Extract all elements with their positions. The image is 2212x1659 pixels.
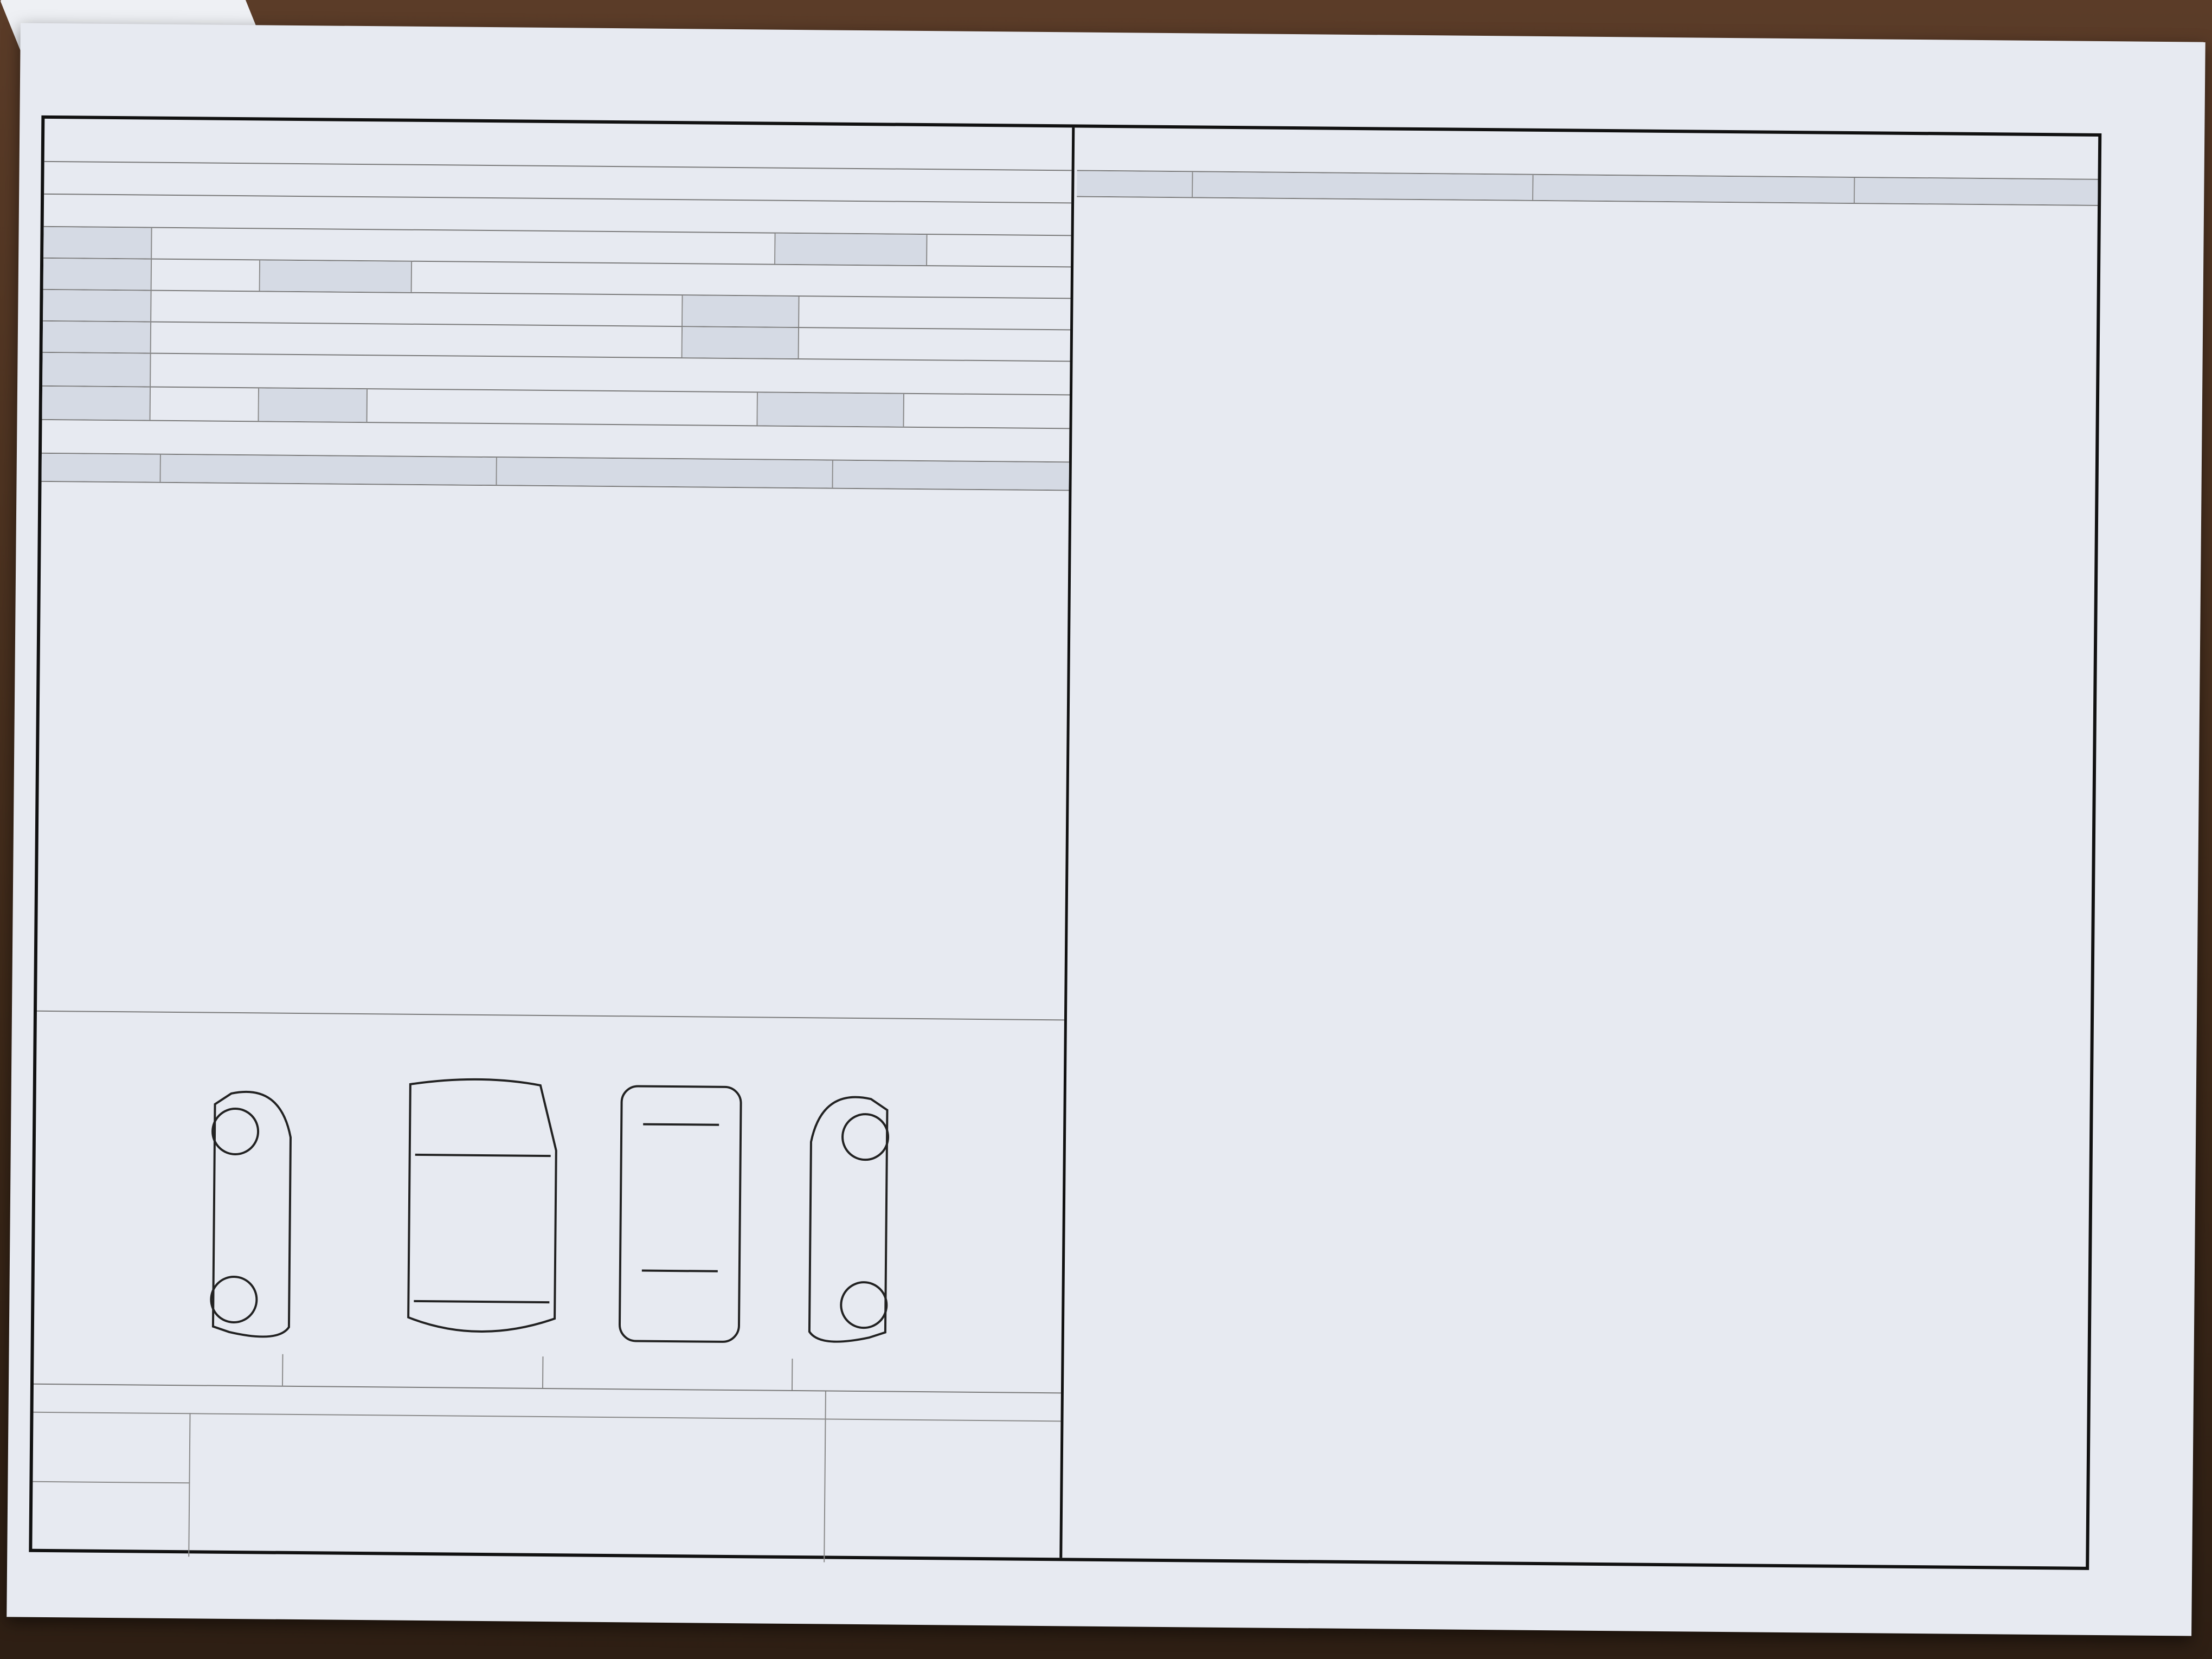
car-name-cell xyxy=(152,228,775,264)
detail-col-price xyxy=(1855,178,2098,205)
inspect-label xyxy=(260,260,412,292)
right-panel xyxy=(1065,127,2098,1566)
simple-repair-opts xyxy=(793,1359,1061,1392)
outer-label xyxy=(33,1412,190,1484)
trans-label xyxy=(683,295,799,327)
warranty-opts xyxy=(368,389,758,425)
inspection-form-paper xyxy=(7,23,2205,1636)
fuel-label xyxy=(42,353,151,387)
left-rear-wheel xyxy=(211,1277,257,1323)
overall-col-state xyxy=(161,455,497,485)
car-frame-lines xyxy=(642,1124,719,1271)
vin-value xyxy=(151,323,683,358)
year-value xyxy=(152,260,260,291)
engine-value xyxy=(151,388,260,421)
inspect-value xyxy=(412,262,1071,298)
right-front-wheel xyxy=(843,1114,889,1160)
exchange-price-label xyxy=(825,1392,1060,1421)
car-diagram xyxy=(34,1070,1064,1361)
warranty-label xyxy=(259,388,368,422)
exchange-price-unit xyxy=(824,1419,1060,1565)
reg-number xyxy=(927,235,1071,266)
accident-header xyxy=(37,978,1064,1021)
car-left-side-outline xyxy=(213,1091,291,1337)
detail-col-items xyxy=(1193,172,1533,200)
overall-col-usage xyxy=(42,454,161,482)
car-top-outline xyxy=(408,1079,557,1332)
car-right-side-outline xyxy=(809,1097,888,1342)
first-reg-value xyxy=(151,291,683,326)
frame-label xyxy=(32,1482,190,1557)
left-front-wheel xyxy=(213,1109,259,1155)
exchange-table xyxy=(32,1412,825,1562)
year-label xyxy=(43,259,152,290)
vin-label xyxy=(43,321,151,353)
trans-opts-1 xyxy=(799,297,1070,329)
trans-opts-2 xyxy=(799,328,1070,361)
price-basis-unit xyxy=(904,394,1070,428)
detail-col-state xyxy=(1533,175,1855,203)
car-top-lines xyxy=(414,1155,550,1302)
detail-body xyxy=(1065,197,2098,1566)
first-reg-label xyxy=(43,290,151,321)
left-panel xyxy=(32,119,1075,1558)
right-rear-wheel xyxy=(841,1282,887,1328)
overall-col-items xyxy=(497,458,833,487)
history-opts xyxy=(283,1354,543,1388)
detail-col-device xyxy=(1077,171,1193,197)
overall-col-price xyxy=(833,461,1069,490)
simple-repair-label xyxy=(543,1356,793,1390)
price-basis-label xyxy=(757,393,904,426)
trans-label-spacer xyxy=(683,327,799,358)
history-label xyxy=(34,1352,283,1386)
reg-label xyxy=(775,234,927,265)
inspection-form xyxy=(29,115,2101,1570)
engine-label xyxy=(42,387,151,420)
doc-number xyxy=(44,178,304,180)
rank-rows xyxy=(189,1413,825,1562)
car-name-label xyxy=(43,227,152,259)
